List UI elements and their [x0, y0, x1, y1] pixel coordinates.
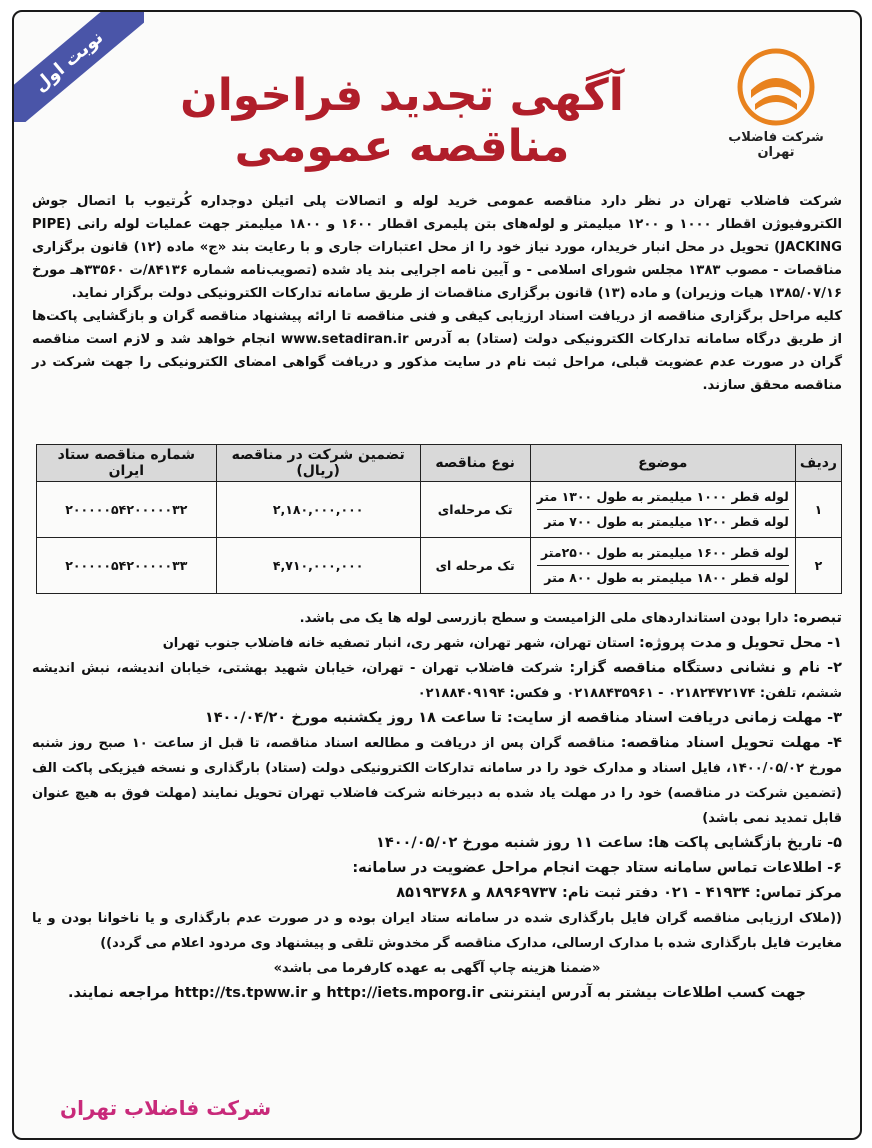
- section-5: ۵- تاریخ بازگشایی پاکت ها: ساعت ۱۱ روز شنبه مورخ ۱۴۰۰/۰۵/۰۲: [376, 835, 842, 851]
- row-number: ۲۰۰۰۰۰۵۴۲۰۰۰۰۰۳۲: [37, 482, 217, 538]
- subject-line: لوله قطر ۱۶۰۰ میلیمتر به طول ۲۵۰۰متر: [541, 545, 789, 560]
- section-6: ۶- اطلاعات تماس سامانه ستاد جهت انجام مراحل عضویت در سامانه:: [352, 860, 842, 876]
- section-4: [32, 731, 842, 831]
- table-row: [37, 538, 842, 594]
- footer-company-name: شرکت فاضلاب تهران: [60, 1096, 272, 1120]
- intro-text: [32, 190, 842, 397]
- section-3: ۳- مهلت زمانی دریافت اسناد مناقصه از سایت: تا ساعت ۱۸ روز یکشنبه مورخ ۱۴۰۰/۰۴/۲۰: [204, 710, 842, 726]
- subject-line: لوله قطر ۱۰۰۰ میلیمتر به طول ۱۳۰۰ متر: [536, 489, 789, 504]
- table-row: [37, 482, 842, 538]
- row-guarantee: ۴,۷۱۰,۰۰۰,۰۰۰: [216, 538, 420, 594]
- contact-numbers: مرکز تماس: ۴۱۹۳۴ - ۰۲۱ دفتر ثبت نام: ۸۸۹۶۹۷۳۷ و ۸۵۱۹۳۷۶۸: [396, 885, 842, 901]
- section-2-label: ۲- نام و نشانی دستگاه مناقصه گزار:: [569, 660, 842, 676]
- ribbon-label: نوبت اول: [14, 12, 144, 122]
- row-number: ۲۰۰۰۰۰۵۴۲۰۰۰۰۰۳۳: [37, 538, 217, 594]
- section-1-text: استان تهران، شهر تهران، شهر ری، انبار تصفیه خانه فاضلاب جنوب تهران: [162, 636, 635, 651]
- intro-paragraph-2: کلیه مراحل برگزاری مناقصه از دریافت اسناد ارزیابی کیفی و فنی مناقصه تا ارائه پیشنهاد مناقصه گران و بازگشایی پاکت‌ها از طریق درگاه سامانه تدارکات الکترونیکی دولت (ستاد) به آدرس www.setadiran.ir انجام خواهد شد و لازم است مناقصه گران در صورت عدم عضویت قبلی، مراحل ثبت نام در سایت مذکور و دریافت گواهی امضای الکترونیکی را جهت شرکت در مناقصه محقق سازند.: [32, 309, 842, 393]
- tender-table: [36, 444, 842, 594]
- col-header-guarantee: تضمین شرکت در مناقصه (ریال): [216, 445, 420, 482]
- subject-line: لوله قطر ۱۸۰۰ میلیمتر به طول ۸۰۰ متر: [537, 565, 789, 590]
- row-index: ۲: [795, 538, 841, 594]
- criteria-text: ((ملاک ارزیابی مناقصه گران فایل بارگذاری شده در سامانه ستاد ایران بوده و در صورت عدم بارگذاری و یا ناخوانا بودن و یا مغایرت فایل بارگذاری شده با مدارک ارسالی، مدارک مناقصه گر مخدوش تلقی و پیشنهاد وی مردود اعلام می گردد)): [32, 911, 842, 951]
- footer: [14, 1084, 860, 1124]
- row-subject: [530, 538, 795, 594]
- logo-company-name: شرکت فاضلاب تهران: [728, 130, 824, 160]
- row-guarantee: ۲,۱۸۰,۰۰۰,۰۰۰: [216, 482, 420, 538]
- company-logo: [716, 48, 836, 160]
- note-text: دارا بودن استانداردهای ملی الزامیست و سطح بازرسی لوله ها یک می باشد.: [299, 611, 789, 626]
- row-subject: [530, 482, 795, 538]
- more-info-text: جهت کسب اطلاعات بیشتر به آدرس اینترنتی http://iets.mporg.ir و http://ts.tpww.ir مراجعه نمایند.: [68, 985, 806, 1001]
- subject-line: لوله قطر ۱۲۰۰ میلیمتر به طول ۷۰۰ متر: [537, 509, 789, 534]
- table-header-row: [37, 445, 842, 482]
- note-line: [32, 606, 842, 631]
- row-type: تک مرحله‌ای: [420, 482, 530, 538]
- section-1-label: ۱- محل تحویل و مدت پروژه:: [639, 635, 842, 651]
- col-header-type: نوع مناقصه: [420, 445, 530, 482]
- tehran-wastewater-logo-icon: [737, 48, 815, 126]
- ad-cost-text: «ضمنا هزینه چاپ آگهی به عهده کارفرما می باشد»: [273, 961, 601, 976]
- col-header-subject: موضوع: [530, 445, 795, 482]
- page-title: آگهی تجدید فراخوان مناقصه عمومی: [180, 70, 624, 172]
- section-2: [32, 656, 842, 706]
- notice-sections: [32, 606, 842, 1006]
- note-label: تبصره:: [792, 610, 842, 626]
- tender-notice: [12, 10, 862, 1140]
- section-4-label: ۴- مهلت تحویل اسناد مناقصه:: [620, 735, 842, 751]
- section-2-text: شرکت فاضلاب تهران - تهران، خیابان شهید بهشتی، خیابان اندیشه، نبش اندیشه ششم، تلفن: ۰۲۱۸۲۴۷۲۱۷۴ - ۰۲۱۸۸۴۳۵۹۶۱ و فکس: ۰۲۱۸۸۴۰۹۱۹۴: [32, 661, 842, 701]
- col-header-index: ردیف: [795, 445, 841, 482]
- col-header-number: شماره مناقصه ستاد ایران: [37, 445, 217, 482]
- section-4-text: مناقصه گران پس از دریافت و مطالعه اسناد مناقصه، تا قبل از ساعت ۱۰ صبح روز شنبه مورخ ۱۴۰۰/۰۵/۰۲، فایل اسناد و مدارک خود را در سامانه تدارکات الکترونیکی دولت (ستاد) بارگذاری و نسخه فیزیکی پاکت الف (تضمین شرکت در مناقصه) خود را در مهلت یاد شده به دبیرخانه شرکت فاضلاب تهران تحویل نمایند (مهلت فوق به هیچ عنوان قابل تمدید نمی باشد): [32, 736, 842, 826]
- section-1: [32, 631, 842, 656]
- intro-paragraph-1: شرکت فاضلاب تهران در نظر دارد مناقصه عمومی خرید لوله و اتصالات پلی اتیلن دوجداره کُرتیوب با اتصال جوش الکتروفیوژن اقطار ۱۰۰۰ و ۱۲۰۰ میلیمتر و لوله‌های بتن پلیمری اقطار ۱۶۰۰ و ۱۸۰۰ میلیمتر جهت عملیات لوله رانی (PIPE JACKING) تحویل در محل انبار خریدار، مورد نیاز خود را از محل اعتبارات جاری و با رعایت بند «ج» ماده (۱۲) قانون برگزاری مناقصات - مصوب ۱۳۸۳ مجلس شورای اسلامی - و آیین نامه اجرایی بند یاد شده (تصویب‌نامه شماره ۸۴۱۳۶/ت ۳۳۵۶۰هـ مورخ ۱۳۸۵/۰۷/۱۶ هیات وزیران) و ماده (۱۳) قانون برگزاری مناقصات از طریق سامانه تدارکات الکترونیکی دولت برگزار نماید.: [32, 194, 842, 301]
- row-type: تک مرحله ای: [420, 538, 530, 594]
- row-index: ۱: [795, 482, 841, 538]
